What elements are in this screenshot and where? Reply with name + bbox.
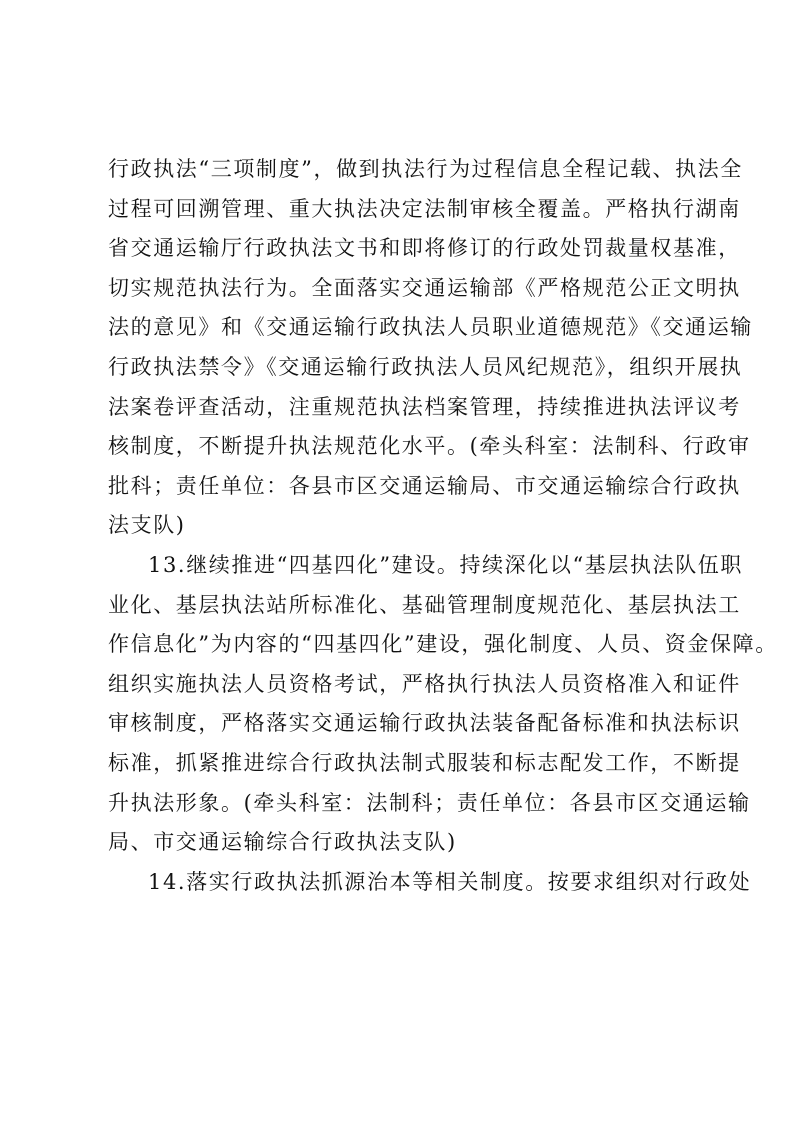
paragraph-start-14: 14.落实行政执法抓源治本等相关制度。按要求组织对行政处 (148, 869, 752, 894)
text-line: 过程可回溯管理、重大执法决定法制审核全覆盖。严格执行湖南 (108, 196, 741, 221)
text-line: 核制度，不断提升执法规范化水平。(牵头科室：法制科、行政审 (108, 434, 751, 459)
text-line: 批科；责任单位：各县市区交通运输局、市交通运输综合行政执 (108, 473, 741, 498)
text-line: 组织实施执法人员资格考试，严格执行执法人员资格准入和证件 (108, 671, 741, 696)
text-line: 作信息化”为内容的“四基四化”建设，强化制度、人员、资金保障。 (108, 632, 778, 657)
document-body (108, 150, 778, 902)
text-line: 省交通运输厅行政执法文书和即将修订的行政处罚裁量权基准， (108, 236, 741, 261)
text-line: 法案卷评查活动，注重规范执法档案管理，持续推进执法评议考 (108, 394, 741, 419)
text-line: 局、市交通运输综合行政执法支队) (108, 830, 457, 855)
paragraph-start-13: 13.继续推进“四基四化”建设。持续深化以“基层执法队伍职 (148, 552, 744, 577)
text-line: 行政执法“三项制度”，做到执法行为过程信息全程记载、执法全 (108, 157, 743, 181)
text-line: 升执法形象。(牵头科室：法制科；责任单位：各县市区交通运输 (108, 790, 751, 815)
text-line: 标准，抓紧推进综合行政执法制式服装和标志配发工作，不断提 (108, 750, 741, 775)
text-line: 法的意见》和《交通运输行政执法人员职业道德规范》《交通运输 (108, 315, 753, 340)
text-line: 业化、基层执法站所标准化、基础管理制度规范化、基层执法工 (108, 592, 741, 617)
text-line: 行政执法禁令》《交通运输行政执法人员风纪规范》，组织开展执 (108, 354, 743, 379)
text-line: 切实规范执法行为。全面落实交通运输部《严格规范公正文明执 (108, 275, 741, 300)
text-line: 审核制度，严格落实交通运输行政执法装备配备标准和执法标识 (108, 711, 741, 736)
text-line: 法支队) (108, 513, 186, 538)
